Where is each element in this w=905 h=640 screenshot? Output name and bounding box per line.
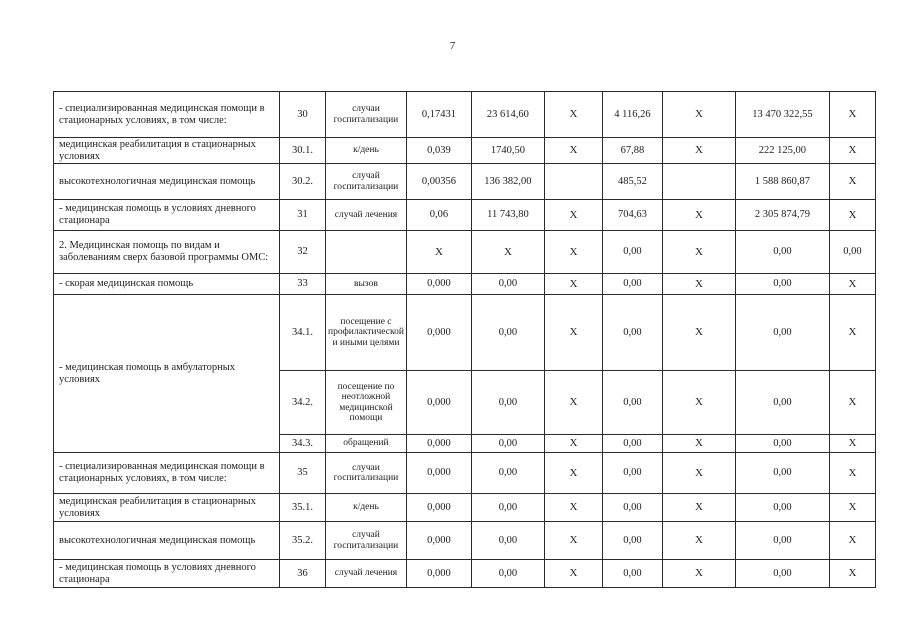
cell-value: 0,00 bbox=[735, 560, 829, 588]
cell-value: X bbox=[662, 522, 735, 560]
cell-value: 0,00 bbox=[602, 231, 662, 274]
table-row bbox=[54, 560, 876, 588]
row-unit: посещение с профилактической и иными целями bbox=[326, 295, 407, 371]
cell-value: X bbox=[544, 522, 602, 560]
cell-value: 0,00 bbox=[829, 231, 875, 274]
cell-value: 485,52 bbox=[602, 164, 662, 200]
cell-value: 0,00 bbox=[602, 274, 662, 295]
cell-value: 0,00 bbox=[602, 560, 662, 588]
cell-value: 0,00 bbox=[471, 435, 544, 453]
cell-value: X bbox=[544, 92, 602, 138]
cell-value: X bbox=[829, 138, 875, 164]
cell-value: X bbox=[662, 274, 735, 295]
cell-value: 0,00356 bbox=[406, 164, 471, 200]
row-unit: случай лечения bbox=[326, 200, 407, 231]
cell-value: X bbox=[544, 138, 602, 164]
row-name: - медицинская помощь в условиях дневного стационара bbox=[54, 560, 280, 588]
row-code: 35.1. bbox=[280, 494, 326, 522]
cell-value: X bbox=[406, 231, 471, 274]
row-code: 35.2. bbox=[280, 522, 326, 560]
cell-value: 0,00 bbox=[602, 453, 662, 494]
table-row bbox=[54, 92, 876, 138]
cell-value: 0,00 bbox=[602, 435, 662, 453]
cell-value: 0,00 bbox=[735, 295, 829, 371]
row-unit: случай лечения bbox=[326, 560, 407, 588]
table-row bbox=[54, 522, 876, 560]
cell-value: 0,00 bbox=[602, 522, 662, 560]
table-row bbox=[54, 200, 876, 231]
cell-value: 4 116,26 bbox=[602, 92, 662, 138]
cell-value: X bbox=[662, 494, 735, 522]
cell-value: X bbox=[662, 231, 735, 274]
row-name: медицинская реабилитация в стационарных условиях bbox=[54, 138, 280, 164]
row-name: - специализированная медицинская помощи в стационарных условиях, в том числе: bbox=[54, 453, 280, 494]
cell-value: X bbox=[662, 200, 735, 231]
row-unit: случаи госпитализации bbox=[326, 453, 407, 494]
cell-value: 0,000 bbox=[406, 494, 471, 522]
cell-value: X bbox=[662, 138, 735, 164]
row-unit: случай госпитализации bbox=[326, 164, 407, 200]
cell-value: X bbox=[544, 295, 602, 371]
cell-value: X bbox=[829, 494, 875, 522]
cell-value: 0,000 bbox=[406, 453, 471, 494]
table-row bbox=[54, 138, 876, 164]
cell-value: 0,000 bbox=[406, 274, 471, 295]
cell-value: X bbox=[662, 453, 735, 494]
row-unit: посещение по неотложной медицинской помощи bbox=[326, 371, 407, 435]
cell-value: 0,00 bbox=[735, 371, 829, 435]
cell-value: X bbox=[829, 560, 875, 588]
row-name: 2. Медицинская помощь по видам и заболеваниям сверх базовой программы ОМС: bbox=[54, 231, 280, 274]
table-row bbox=[54, 231, 876, 274]
table-row bbox=[54, 164, 876, 200]
row-name: - специализированная медицинская помощи в стационарных условиях, в том числе: bbox=[54, 92, 280, 138]
cell-value: 23 614,60 bbox=[471, 92, 544, 138]
row-code: 32 bbox=[280, 231, 326, 274]
cell-value: 0,039 bbox=[406, 138, 471, 164]
row-code: 31 bbox=[280, 200, 326, 231]
cell-value: X bbox=[829, 453, 875, 494]
cell-value: X bbox=[662, 92, 735, 138]
cell-value: X bbox=[829, 200, 875, 231]
cell-value: 0,00 bbox=[735, 435, 829, 453]
row-name: - скорая медицинская помощь bbox=[54, 274, 280, 295]
row-unit: вызов bbox=[326, 274, 407, 295]
row-name: - медицинская помощь в амбулаторных условиях bbox=[54, 295, 280, 453]
row-code: 34.2. bbox=[280, 371, 326, 435]
row-code: 35 bbox=[280, 453, 326, 494]
cell-value: 0,000 bbox=[406, 371, 471, 435]
table-row bbox=[54, 494, 876, 522]
row-code: 33 bbox=[280, 274, 326, 295]
cell-value: 0,00 bbox=[735, 522, 829, 560]
row-name: высокотехнологичная медицинская помощь bbox=[54, 522, 280, 560]
cell-value: 704,63 bbox=[602, 200, 662, 231]
cell-value bbox=[662, 164, 735, 200]
row-unit: случай госпитализации bbox=[326, 522, 407, 560]
cell-value: 0,00 bbox=[602, 295, 662, 371]
cell-value: X bbox=[829, 435, 875, 453]
cell-value: X bbox=[829, 522, 875, 560]
cell-value: 2 305 874,79 bbox=[735, 200, 829, 231]
row-code: 30.1. bbox=[280, 138, 326, 164]
cell-value: X bbox=[544, 274, 602, 295]
cell-value: 11 743,80 bbox=[471, 200, 544, 231]
cell-value: 0,00 bbox=[735, 494, 829, 522]
cell-value: X bbox=[662, 560, 735, 588]
cell-value: 0,00 bbox=[735, 231, 829, 274]
cell-value: 0,000 bbox=[406, 522, 471, 560]
row-code: 34.3. bbox=[280, 435, 326, 453]
row-unit: обращений bbox=[326, 435, 407, 453]
cell-value: X bbox=[829, 92, 875, 138]
cell-value: 0,00 bbox=[471, 295, 544, 371]
cell-value: X bbox=[544, 453, 602, 494]
cell-value: 0,000 bbox=[406, 435, 471, 453]
cell-value: 222 125,00 bbox=[735, 138, 829, 164]
cell-value: 0,00 bbox=[471, 494, 544, 522]
cell-value: X bbox=[662, 371, 735, 435]
cell-value: X bbox=[829, 274, 875, 295]
cell-value: X bbox=[829, 371, 875, 435]
cell-value: X bbox=[471, 231, 544, 274]
row-unit: к/день bbox=[326, 138, 407, 164]
row-unit: к/день bbox=[326, 494, 407, 522]
cell-value: 0,00 bbox=[735, 453, 829, 494]
cell-value: X bbox=[544, 435, 602, 453]
cell-value: X bbox=[829, 164, 875, 200]
cell-value: 136 382,00 bbox=[471, 164, 544, 200]
cell-value: 0,000 bbox=[406, 560, 471, 588]
cell-value: X bbox=[829, 295, 875, 371]
medical-care-table bbox=[53, 91, 876, 588]
row-code: 30.2. bbox=[280, 164, 326, 200]
cell-value: X bbox=[544, 231, 602, 274]
row-name: - медицинская помощь в условиях дневного стационара bbox=[54, 200, 280, 231]
cell-value: 0,000 bbox=[406, 295, 471, 371]
row-name: высокотехнологичная медицинская помощь bbox=[54, 164, 280, 200]
cell-value: 0,00 bbox=[471, 560, 544, 588]
table-row bbox=[54, 453, 876, 494]
cell-value: 0,00 bbox=[471, 522, 544, 560]
cell-value: 0,00 bbox=[735, 274, 829, 295]
cell-value: 0,00 bbox=[602, 371, 662, 435]
cell-value: X bbox=[544, 371, 602, 435]
cell-value: 0,00 bbox=[602, 494, 662, 522]
cell-value: 67,88 bbox=[602, 138, 662, 164]
table-row bbox=[54, 274, 876, 295]
cell-value: 0,00 bbox=[471, 453, 544, 494]
cell-value: 13 470 322,55 bbox=[735, 92, 829, 138]
cell-value: 1 588 860,87 bbox=[735, 164, 829, 200]
table-row bbox=[54, 295, 876, 371]
cell-value: 0,00 bbox=[471, 371, 544, 435]
row-code: 34.1. bbox=[280, 295, 326, 371]
page-number: 7 bbox=[449, 40, 456, 52]
cell-value: X bbox=[662, 295, 735, 371]
cell-value bbox=[544, 164, 602, 200]
cell-value: 1740,50 bbox=[471, 138, 544, 164]
cell-value: X bbox=[544, 494, 602, 522]
row-unit: случаи госпитализации bbox=[326, 92, 407, 138]
cell-value: 0,00 bbox=[471, 274, 544, 295]
cell-value: 0,06 bbox=[406, 200, 471, 231]
cell-value: 0,17431 bbox=[406, 92, 471, 138]
cell-value: X bbox=[544, 200, 602, 231]
row-code: 30 bbox=[280, 92, 326, 138]
row-name: медицинская реабилитация в стационарных условиях bbox=[54, 494, 280, 522]
row-unit bbox=[326, 231, 407, 274]
cell-value: X bbox=[662, 435, 735, 453]
row-code: 36 bbox=[280, 560, 326, 588]
cell-value: X bbox=[544, 560, 602, 588]
